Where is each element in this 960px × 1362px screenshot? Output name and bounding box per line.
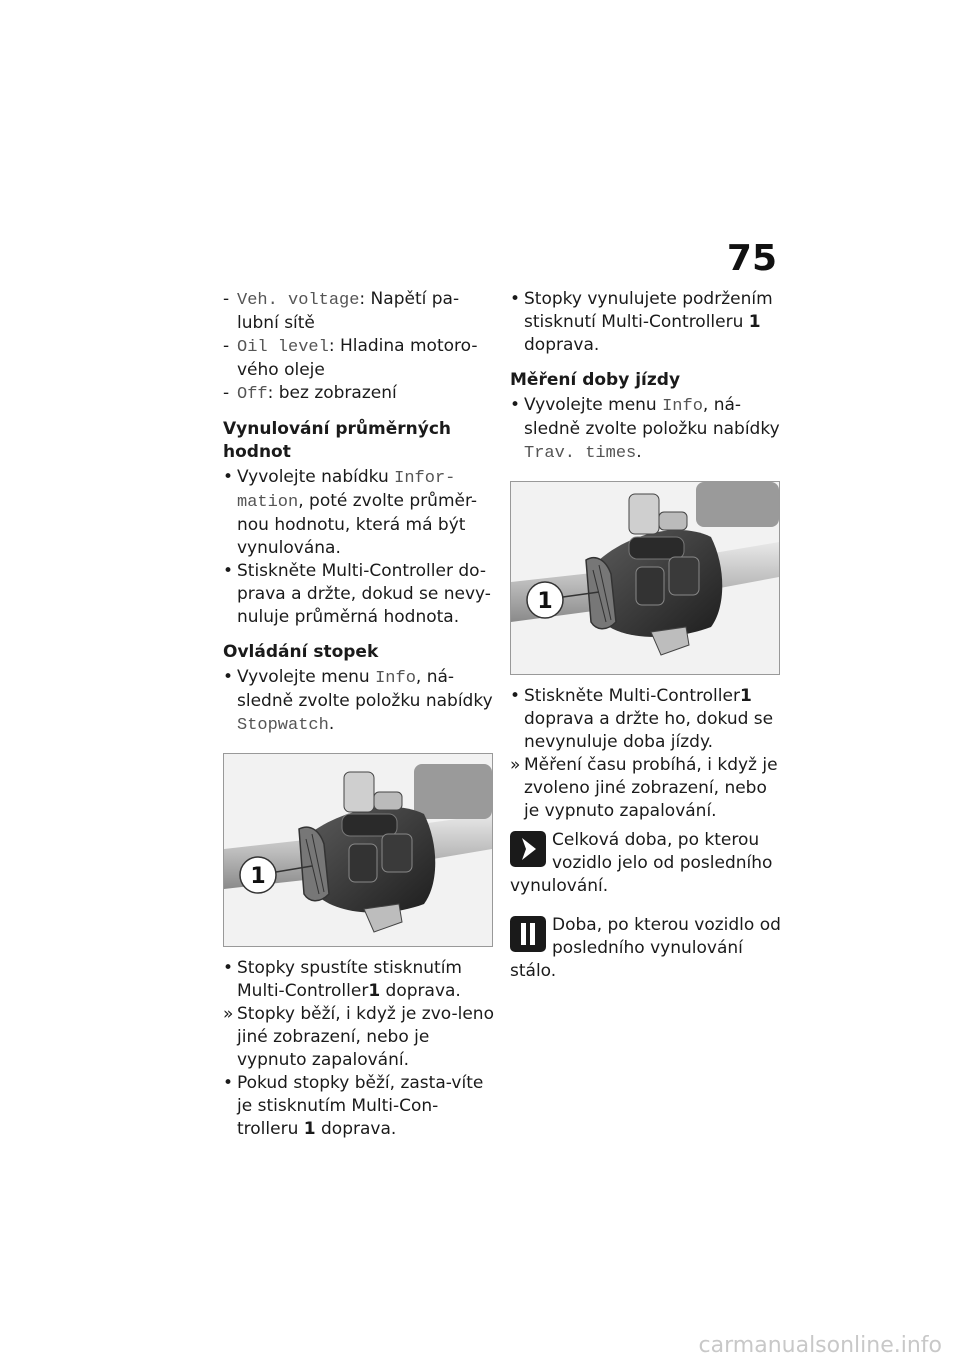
option-desc: : bez zobrazení xyxy=(267,383,397,403)
option-item: - Oil level: Hladina motoro-vého oleje xyxy=(223,336,478,380)
callout-label: 1 xyxy=(250,864,266,889)
option-item: - Veh. voltage: Napětí pa-lubní sítě xyxy=(223,289,460,333)
section-heading-trip: Měření doby jízdy xyxy=(510,370,681,390)
icon-explanation-play: Celková doba, po kterou vozidlo jelo od posledního vynulování. xyxy=(510,830,773,896)
step-item: • Stiskněte Multi-Controller1 doprava a držte ho, dokud se nevynuluje doba jízdy. xyxy=(510,686,774,752)
left-column xyxy=(223,288,498,1141)
handlebar-controls-figure xyxy=(223,753,493,947)
step-item: • Vyvolejte menu Info, ná-sledně zvolte položku nabídky Stopwatch. xyxy=(223,667,493,735)
option-item: - Off: bez zobrazení xyxy=(223,383,397,404)
option-code: Veh. voltage xyxy=(237,291,360,310)
step-item: • Vyvolejte nabídku Infor-mation, poté zvolte průměr-nou hodnotu, která má být vynulována. xyxy=(223,467,477,558)
option-code: Off xyxy=(237,385,268,404)
pause-icon xyxy=(510,916,546,952)
step-item: • Pokud stopky běží, zasta-víte je stisknutím Multi-Con-trolleru 1 doprava. xyxy=(223,1073,484,1139)
result-item: » Stopky běží, i když je zvo-leno jiné zobrazení, nebo je vypnuto zapalování. xyxy=(223,1004,494,1070)
play-icon xyxy=(510,831,546,867)
step-item: • Stiskněte Multi-Controller do-prava a držte, dokud se nevy-nuluje průměrná hodnota. xyxy=(223,561,491,627)
option-code: Oil level xyxy=(237,338,329,357)
watermark: carmanualsonline.info xyxy=(698,1333,942,1358)
handlebar-controls-figure xyxy=(510,481,780,675)
page-number: 75 xyxy=(726,238,777,279)
result-item: » Měření času probíhá, i když je zvoleno jiné zobrazení, nebo je vypnuto zapalování. xyxy=(510,755,778,821)
step-item: • Stopky vynulujete podržením stisknutí Multi-Controlleru 1 doprava. xyxy=(510,289,773,355)
step-item: • Vyvolejte menu Info, ná-sledně zvolte položku nabídky Trav. times. xyxy=(510,395,780,463)
step-item: • Stopky spustíte stisknutím Multi-Controller1 doprava. xyxy=(223,958,462,1001)
callout-label: 1 xyxy=(537,589,553,614)
option-desc: : Napětí pa-lubní sítě xyxy=(237,289,460,333)
icon-explanation-pause: Doba, po kterou vozidlo od posledního vynulování stálo. xyxy=(510,915,781,981)
option-desc: : Hladina motoro-vého oleje xyxy=(237,336,478,380)
right-column xyxy=(510,288,785,983)
handlebar-illustration xyxy=(224,754,492,946)
section-heading-reset: Vynulování průměrných hodnot xyxy=(223,419,451,462)
handlebar-illustration xyxy=(511,482,779,674)
section-heading-stopwatch: Ovládání stopek xyxy=(223,642,379,662)
